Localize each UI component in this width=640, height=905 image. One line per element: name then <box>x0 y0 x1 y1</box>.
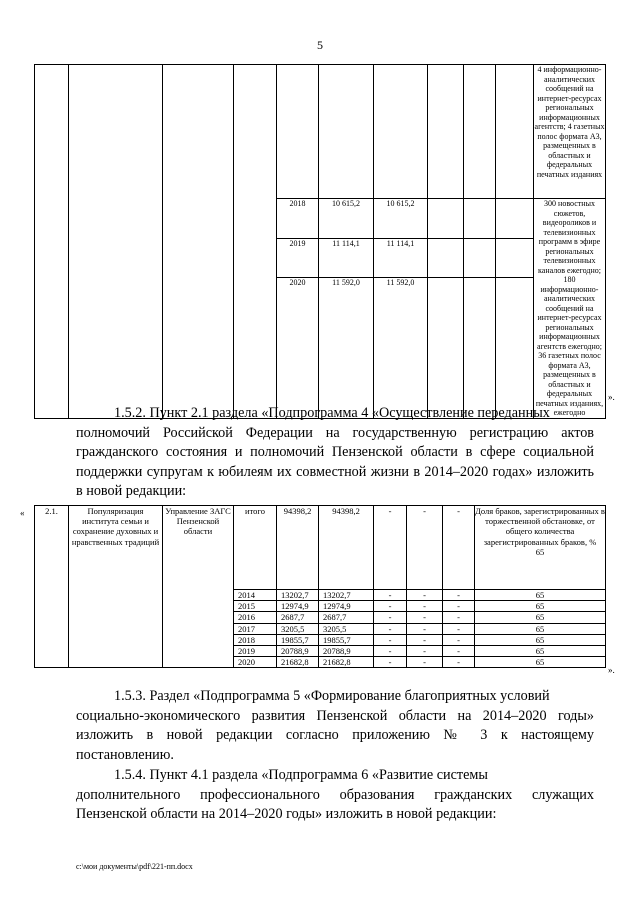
dash-cell: - <box>374 612 407 623</box>
dash-cell: - <box>407 646 443 657</box>
regional-cell: 20788,9 <box>319 646 374 657</box>
regional-cell: 10 615,2 <box>374 199 428 239</box>
total-cell: 13202,7 <box>277 590 319 601</box>
cell-empty <box>428 278 464 419</box>
dash-cell: - <box>443 657 475 668</box>
cell-empty <box>374 65 428 199</box>
cell-empty <box>464 278 496 419</box>
total-cell: 12974,9 <box>277 601 319 612</box>
total-cell: 11 592,0 <box>319 278 374 419</box>
dash-cell: - <box>443 646 475 657</box>
cell-empty <box>496 199 534 239</box>
cell-empty <box>428 65 464 199</box>
value-cell: 65 <box>475 634 606 645</box>
dash-cell: - <box>407 657 443 668</box>
year-cell: 2015 <box>234 601 277 612</box>
total-regional: 94398,2 <box>319 506 374 590</box>
regional-cell: 11 592,0 <box>374 278 428 419</box>
regional-cell: 21682,8 <box>319 657 374 668</box>
page-number: 5 <box>317 38 323 52</box>
year-cell: 2014 <box>234 590 277 601</box>
paragraph-1-5-2 <box>76 404 594 502</box>
dash-cell: - <box>443 612 475 623</box>
dash-cell: - <box>443 623 475 634</box>
year-cell: 2020 <box>277 278 319 419</box>
footer-file-path: c:\мои документы\pdf\221-пп.docx <box>76 862 193 871</box>
regional-cell: 13202,7 <box>319 590 374 601</box>
indicator-value: 65 <box>535 546 545 557</box>
dash-cell: - <box>374 590 407 601</box>
indicator-text: Доля браков, зарегистрированных в торжественной обстановке, от общего количества зарегистрированных браков, % <box>475 506 605 547</box>
cell-empty <box>319 65 374 199</box>
table-subprogram-4 <box>34 505 606 668</box>
indicator-text-top: 4 информационно-аналитических сообщений на интернет-ресурсах региональных информационных агентств; 4 газетных полос формата А3, размещенных в областных и федеральных печатных изданиях <box>534 65 606 199</box>
dash-cell: - <box>374 623 407 634</box>
year-cell: 2017 <box>234 623 277 634</box>
indicator-cell <box>475 506 606 590</box>
regional-cell: 3205,5 <box>319 623 374 634</box>
paragraph-text: дополнительного профессионального образования гражданских служащих Пензенской области на 2014–2020 годы» изложить в новой редакции: <box>76 786 594 823</box>
open-quote: « <box>20 508 25 518</box>
total-cell: 20788,9 <box>277 646 319 657</box>
year-cell: 2019 <box>277 238 319 278</box>
cell-empty <box>35 65 69 419</box>
year-cell: 2019 <box>234 646 277 657</box>
cell-empty <box>464 65 496 199</box>
paragraph-text: социально-экономического развития Пензенской области на 2014–2020 годы» изложить в новой редакции согласно приложению № 3 к настоящему постановлению. <box>76 707 594 763</box>
dash-cell: - <box>443 590 475 601</box>
total-cell: 21682,8 <box>277 657 319 668</box>
total-cell: 19855,7 <box>277 634 319 645</box>
dash-cell: - <box>374 601 407 612</box>
paragraph-first-line: 1.5.4. Пункт 4.1 раздела «Подпрограмма 6 «Развитие системы <box>114 767 488 783</box>
paragraph-first-line: 1.5.2. Пункт 2.1 раздела «Подпрограмма 4 «Осуществление переданных <box>114 405 550 421</box>
dash-cell: - <box>374 646 407 657</box>
dash-cell: - <box>374 634 407 645</box>
value-cell: 65 <box>475 590 606 601</box>
cell-empty <box>69 65 163 419</box>
close-quote: ». <box>608 665 615 675</box>
total-cell: 10 615,2 <box>319 199 374 239</box>
year-cell: 2018 <box>277 199 319 239</box>
dash-cell: - <box>443 634 475 645</box>
regional-cell: 12974,9 <box>319 601 374 612</box>
value-cell: 65 <box>475 601 606 612</box>
dash-cell: - <box>407 590 443 601</box>
dash-cell: - <box>443 506 475 590</box>
value-cell: 65 <box>475 612 606 623</box>
dash-cell: - <box>407 623 443 634</box>
table-continuation <box>34 64 606 419</box>
paragraph-text: полномочий Российской Федерации на государственную регистрацию актов гражданского состояния и полномочий Пензенской области в сфере социальной поддержки супругам к юбилеям их совместной жизни в 2014–2020 годах» изложить в новой редакции: <box>76 424 594 500</box>
year-cell: 2018 <box>234 634 277 645</box>
year-cell: 2016 <box>234 612 277 623</box>
dash-cell: - <box>374 657 407 668</box>
value-cell: 65 <box>475 657 606 668</box>
cell-empty <box>464 238 496 278</box>
dash-cell: - <box>443 601 475 612</box>
executor: Управление ЗАГС Пензенской области <box>163 506 234 668</box>
cell-empty <box>277 65 319 199</box>
regional-cell: 19855,7 <box>319 634 374 645</box>
cell-empty <box>234 65 277 419</box>
total-label: итого <box>234 506 277 590</box>
paragraph-1-5-3 <box>76 687 594 765</box>
dash-cell: - <box>407 612 443 623</box>
event-name: Популяризация института семьи и сохранение духовных и нравственных традиций <box>69 506 163 668</box>
regional-cell: 11 114,1 <box>374 238 428 278</box>
value-cell: 65 <box>475 623 606 634</box>
cell-empty <box>464 199 496 239</box>
paragraph-first-line: 1.5.3. Раздел «Подпрограмма 5 «Формирование благоприятных условий <box>114 688 550 704</box>
regional-cell: 2687,7 <box>319 612 374 623</box>
indicator-text: 300 новостных сюжетов, видеороликов и телевизионных программ в эфире региональных телевизионных каналов ежегодно; 180 информационно-аналитических сообщений на интернет-ресурсах региональных информационных агентств ежегодно; 36 газетных полос формата А3, размещенных в областных и федеральных печатных изданиях, ежегодно <box>534 199 606 419</box>
dash-cell: - <box>407 506 443 590</box>
dash-cell: - <box>407 601 443 612</box>
cell-empty <box>428 238 464 278</box>
paragraph-1-5-4 <box>76 766 594 825</box>
year-cell: 2020 <box>234 657 277 668</box>
cell-empty <box>496 65 534 199</box>
total-cell: 3205,5 <box>277 623 319 634</box>
cell-empty <box>163 65 234 419</box>
cell-empty <box>496 238 534 278</box>
dash-cell: - <box>374 506 407 590</box>
total-sum: 94398,2 <box>277 506 319 590</box>
total-cell: 2687,7 <box>277 612 319 623</box>
cell-empty <box>428 199 464 239</box>
close-quote: ». <box>608 392 615 402</box>
cell-empty <box>496 278 534 419</box>
dash-cell: - <box>407 634 443 645</box>
value-cell: 65 <box>475 646 606 657</box>
item-number: 2.1. <box>35 506 69 668</box>
total-cell: 11 114,1 <box>319 238 374 278</box>
